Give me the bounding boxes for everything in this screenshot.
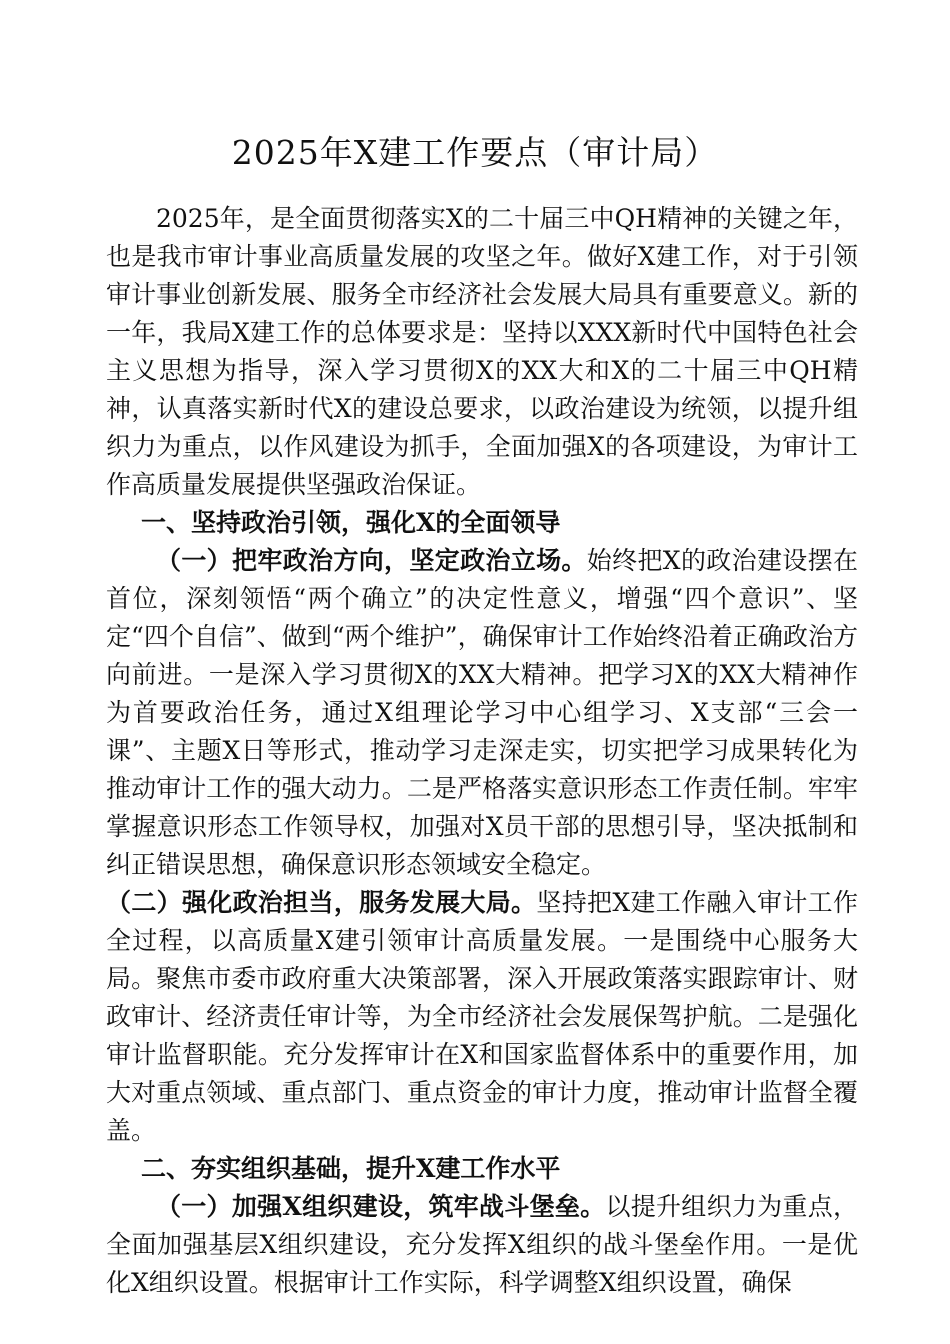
section-2-item-1-subhead: （一）加强X组织建设，筑牢战斗堡垒。 (156, 1192, 606, 1221)
section-2-item-1-paragraph (106, 1188, 858, 1302)
section-2-item-1-text: 以提升组织力为重点，全面加强基层X组织建设，充分发挥X组织的战斗堡垒作用。一是优化X组织设置。根据审计工作实际，科学调整X组织设置，确保 (106, 1192, 858, 1297)
section-1-item-2-subhead: （二）强化政治担当，服务发展大局。 (106, 888, 537, 917)
document-body (106, 200, 858, 1302)
intro-paragraph: 2025年，是全面贯彻落实X的二十届三中QH精神的关键之年，也是我市审计事业高质量发展的攻坚之年。做好X建工作，对于引领审计事业创新发展、服务全市经济社会发展大局具有重要意义。新的一年，我局X建工作的总体要求是：坚持以XXX新时代中国特色社会主义思想为指导，深入学习贯彻X的XX大和X的二十届三中QH精神，认真落实新时代X的建设总要求，以政治建设为统领，以提升组织力为重点，以作风建设为抓手，全面加强X的各项建设，为审计工作高质量发展提供坚强政治保证。 (106, 204, 858, 499)
section-1-item-1-text: 始终把X的政治建设摆在首位，深刻领悟“两个确立”的决定性意义，增强“四个意识”、坚定“四个自信”、做到“两个维护”，确保审计工作始终沿着正确政治方向前进。一是深入学习贯彻X的XX大精神。把学习X的XX大精神作为首要政治任务，通过X组理论学习中心组学习、X支部“三会一课”、主题X日等形式，推动学习走深走实，切实把学习成果转化为推动审计工作的强大动力。二是严格落实意识形态工作责任制。牢牢掌握意识形态工作领导权，加强对X员干部的思想引导，坚决抵制和纠正错误思想，确保意识形态领域安全稳定。 (106, 546, 858, 879)
section-1-item-2-text: 坚持把X建工作融入审计工作全过程，以高质量X建引领审计高质量发展。一是围绕中心服务大局。聚焦市委市政府重大决策部署，深入开展政策落实跟踪审计、财政审计、经济责任审计等，为全市经济社会发展保驾护航。二是强化审计监督职能。充分发挥审计在X和国家监督体系中的重要作用，加大对重点领域、重点部门、重点资金的审计力度，推动审计监督全覆盖。 (106, 888, 858, 1145)
document-title: 2025年X建工作要点（审计局） (231, 133, 719, 172)
section-2-heading: 二、夯实组织基础，提升X建工作水平 (141, 1154, 561, 1183)
section-1-item-2-paragraph (106, 884, 858, 1150)
section-1-item-1-paragraph (106, 542, 858, 884)
section-1-item-1-subhead: （一）把牢政治方向，坚定政治立场。 (156, 546, 587, 575)
section-1-heading: 一、坚持政治引领，强化X的全面领导 (141, 508, 561, 537)
